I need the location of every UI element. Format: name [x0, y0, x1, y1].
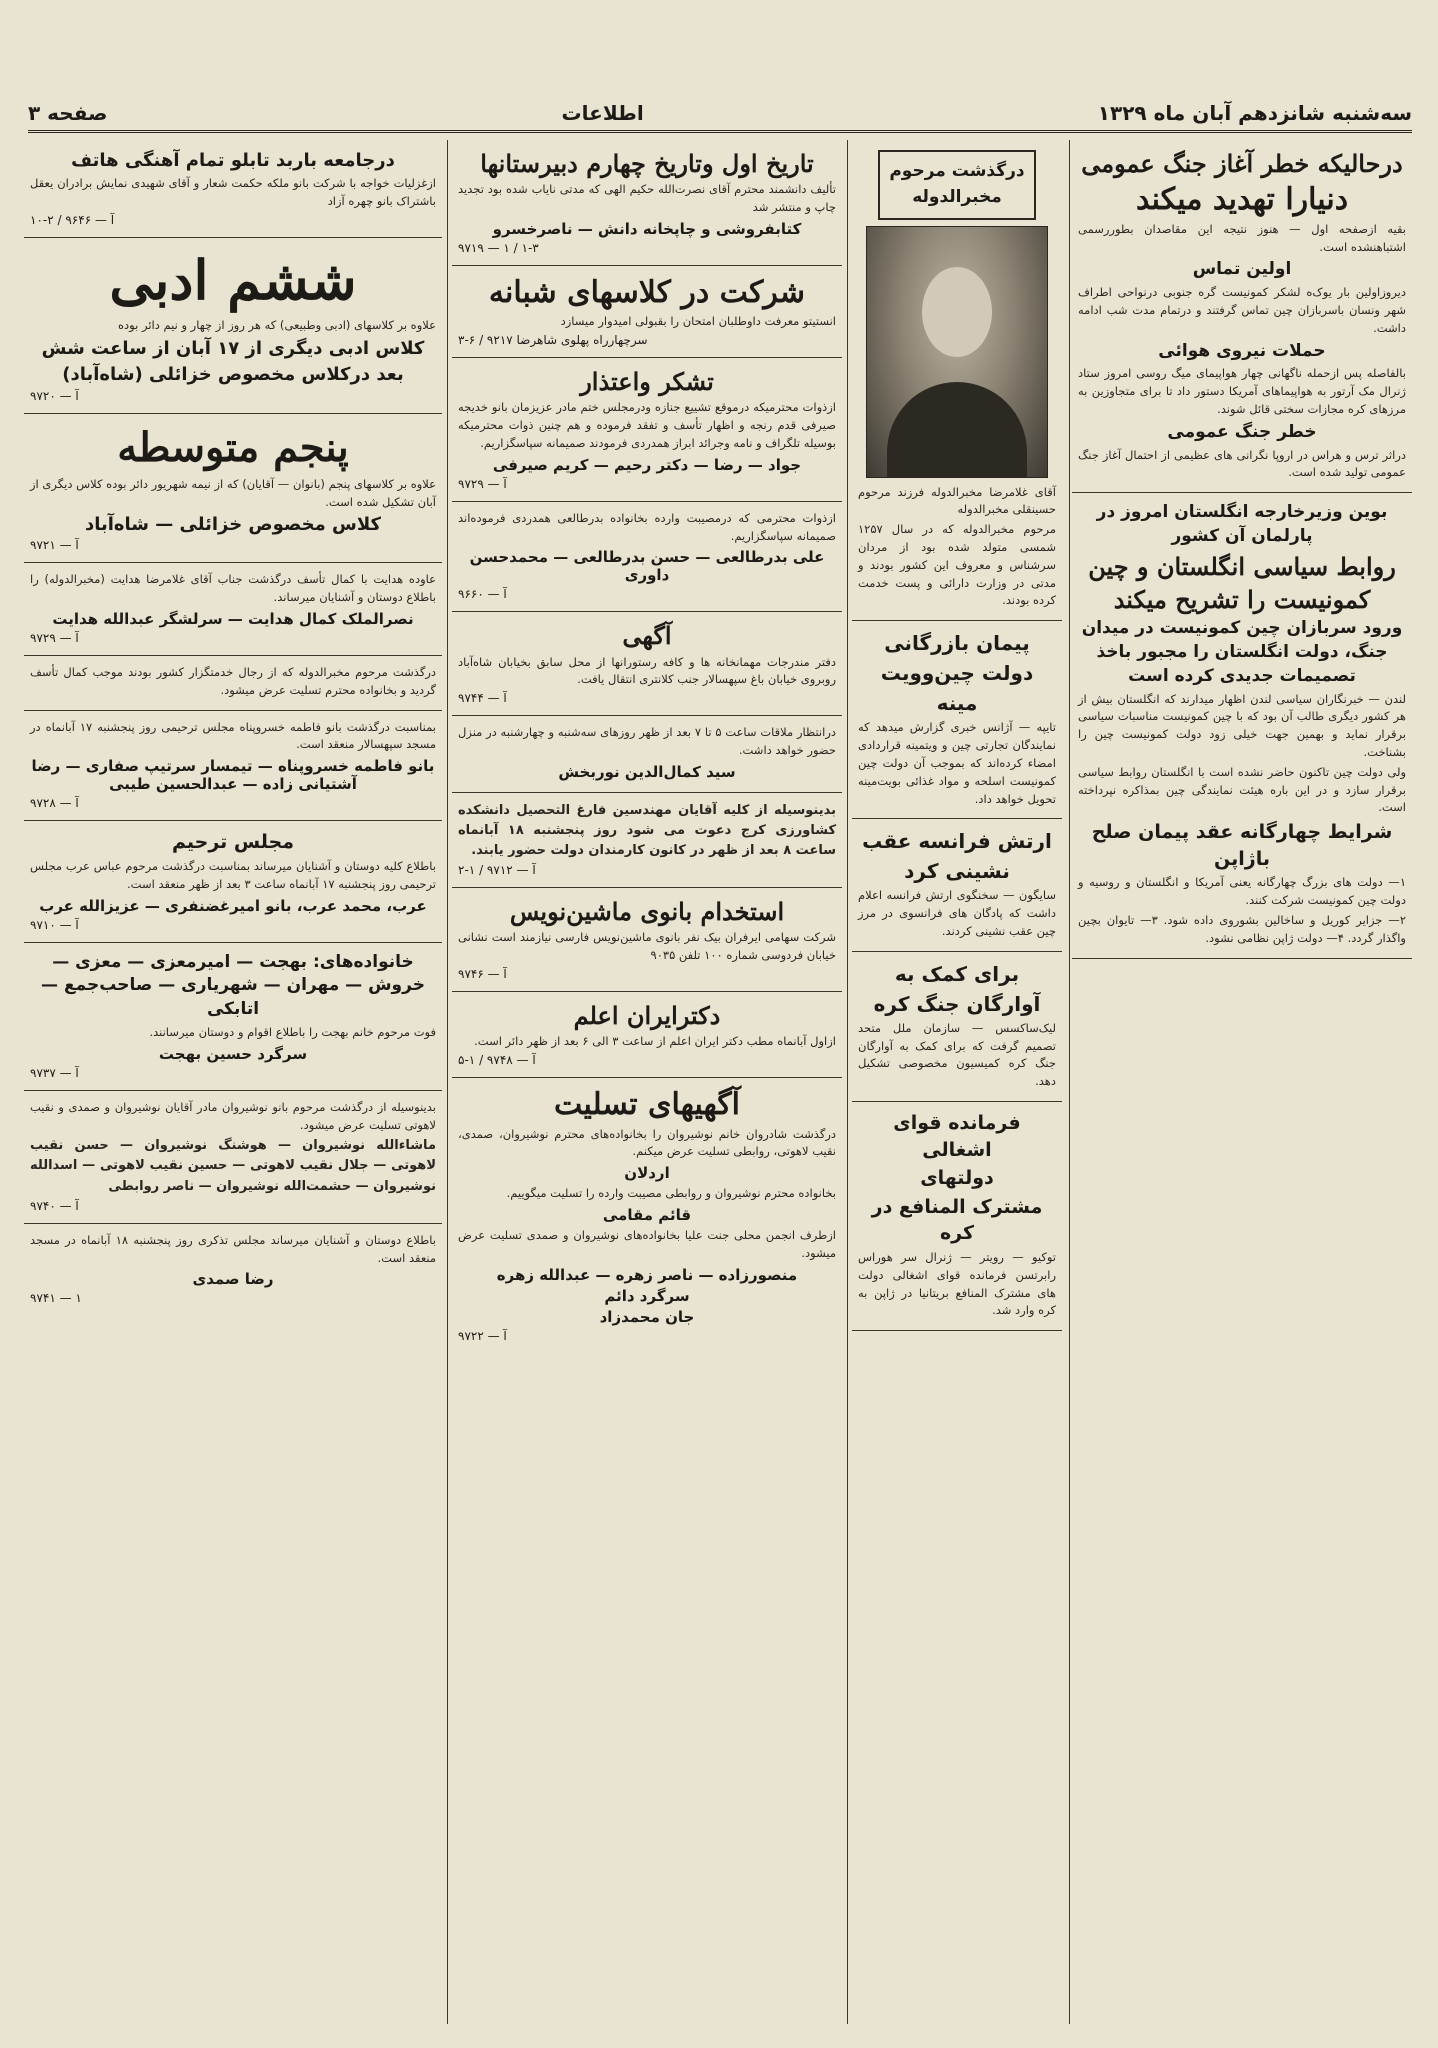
ad-text: علاوه بر کلاسهای (ادبی وطبیعی) که هر روز از چهار و نیم دائر بوده — [118, 317, 436, 332]
notice-families — [24, 943, 442, 1091]
notice-signature: عرب، محمد عرب، بانو امیرغضنفری — عزیزالله عرب — [39, 896, 427, 915]
article-text: سایگون — سخنگوی ارتش فرانسه اعلام داشت که پادگان های فرانسوی در مرز چین عقب نشینی کردند. — [858, 888, 1056, 938]
notice-text: درگذشت مرحوم مخبرالدوله که از رجال خدمتگزار کشور بودند موجب کمال تأسف گردید و بخانواده محترم تسلیت عرض میشود. — [30, 665, 436, 697]
notice-general — [452, 612, 842, 716]
condolence-signature: سرگرد دائم — [604, 1286, 690, 1305]
article-title: کمونیست را تشریح میکند — [1113, 584, 1371, 614]
notice-funeral — [24, 563, 442, 656]
column-advertisements — [452, 140, 842, 2024]
ad-code: آ — ۹۶۴۶ / ۲-۱۰ — [30, 212, 115, 227]
article-text: توکیو — رویتر — ژنرال سر هوراس رابرتسن فرمانده قوای اشغالی دولت های مشترک المنافع بریتانیا در ژاپن به کره وارد شد. — [858, 1250, 1056, 1318]
ad-code: سرچهارراه پهلوی شاهرضا ۹۲۱۷ / ۶-۳ — [458, 333, 648, 348]
notice-memorial — [24, 711, 442, 822]
portrait-photo — [866, 226, 1048, 478]
condolence-signature: منصورزاده — ناصر زهره — عبدالله زهره — [496, 1265, 798, 1284]
notice-text: باطلاع دوستان و آشنایان میرساند مجلس تذکری روز پنجشنبه ۱۸ آبانماه در مسجد منعقد است. — [30, 1232, 436, 1265]
header-paper-name: اطلاعات — [561, 101, 644, 125]
ad-highlight: کلاس ادبی دیگری از ۱۷ آبان از ساعت شش بعد درکلاس مخصوص خزائلی (شاه‌آباد) — [41, 338, 425, 385]
condolence-code: آ — ۹۷۲۲ — [458, 1328, 507, 1343]
article-text: ۱— دولت های بزرگ چهارگانه یعنی آمریکا و انگلستان و روسیه و دولت چین کمونیست شرکت کنند. — [1078, 875, 1406, 908]
condolence-text: بخانواده محترم نوشیروان و روابطی مصیبت وارده را تسلیت میگوییم. — [506, 1186, 836, 1201]
ad-code: آ — ۹۷۲۱ — [30, 538, 79, 553]
notice-signature: سرگرد حسین بهجت — [158, 1044, 308, 1063]
article-title: پیمان بازرگانی — [884, 631, 1030, 656]
notice-code: آ — ۹۷۱۲ / ۱-۲ — [458, 863, 536, 878]
ad-text: ازاول آبانماه مطب دکتر ایران اعلم از ساعت ۳ الی ۶ بعد از ظهر دائر است. — [474, 1034, 836, 1049]
article-korea-refugees — [852, 952, 1062, 1102]
article-title: دنیارا تهدید میکند — [1135, 182, 1349, 218]
article-subheading: حملات نیروی هوائی — [1158, 340, 1326, 361]
notice-title: خانواده‌های: بهجت — امیرمعزی — معزی — خروش — مهران — شهریاری — صاحب‌جمع — اتابکی — [41, 951, 425, 1020]
notice-thanks-2 — [452, 502, 842, 613]
ad-title: پنجم متوسطه — [117, 423, 349, 471]
obituary-title-frame — [878, 150, 1036, 220]
ad-title: شرکت در کلاسهای شبانه — [488, 274, 806, 310]
article-title: مخبرالدوله — [912, 186, 1002, 207]
header-date: سه‌شنبه شانزدهم آبان ماه ۱۳۲۹ — [1097, 101, 1412, 125]
notice-visiting-hours — [452, 716, 842, 793]
article-title: برای کمک به — [894, 961, 1020, 986]
ad-high-school — [24, 414, 442, 564]
article-obituary — [852, 140, 1062, 621]
notice-code: آ — ۹۷۲۹ — [458, 476, 507, 491]
notice-title: تشکر واعتذار — [580, 367, 714, 397]
article-subheading: اولین تماس — [1192, 259, 1292, 280]
notice-text: بدینوسیله از درگذشت مرحوم بانو نوشیروان مادر آقایان نوشیروان و صمدی و نقیب لاهوتی تسلیت عرض میشود. — [30, 1099, 436, 1132]
notice-signature: نصرالملک کمال هدایت — سرلشگر عبدالله هدایت — [52, 610, 414, 629]
ad-typist-hiring — [452, 888, 842, 992]
notice-signature: بانو فاطمه خسروپناه — تیمسار سرتیپ صفاری — رضا آشتیانی زاده — عبدالحسین طیبی — [31, 757, 435, 794]
notice-text: فوت مرحوم خانم بهجت را باطلاع اقوام و دوستان میرسانند. — [149, 1024, 436, 1039]
article-trade-pact — [852, 621, 1062, 819]
notice-code: آ — ۹۷۲۹ — [30, 631, 79, 646]
article-text: بالفاصله پس ازحمله ناگهانی چهار هواپیمای میگ روسی امروز ستاد ژنرال مک آرتور به هواپیماهای آمریکا دستور داد تا برای متجاوزین به مرزهای کره مجازات سختی قائل شوند. — [1078, 366, 1406, 416]
ad-text: شرکت سهامی ایرفران بیک نفر بانوی ماشین‌نویس فارسی نیازمند است نشانی خیابان فردوسی شماره ۱۰۰ تلفن ۹۰۳۵ — [458, 930, 836, 963]
ad-code: ۹۷۱۹ — ۱ / ۱-۳ — [458, 240, 539, 255]
article-world-war-threat — [1072, 140, 1412, 493]
article-text: لندن — خبرنگاران سیاسی لندن اظهار میدارند که انگلستان بیش از هر کشور دیگری طالب آن بود که با چین کمونیست مناسبات سیاسی برقرار نماید و بهمین جهت خیلی زود دولت کمونیست چین را بشناخت. — [1078, 691, 1406, 759]
article-title: دولتهای — [920, 1167, 994, 1190]
article-title: روابط سیاسی انگلستان و چین — [1088, 551, 1396, 581]
notice-condolence — [24, 656, 442, 711]
notice-text: دفتر مندرجات مهمانخانه ها و کافه رستورانها از محل سابق بخیابان شاه‌آباد روبروی خیابان باغ سپهسالار جنب کلانتری انتقال یافت. — [458, 654, 836, 687]
article-text: لیک‌ساکسس — سازمان ملل متحد تصمیم گرفت که برای کمک به آوارگان جنگ کره کمیسیون مخصوصی تشکیل دهد. — [858, 1020, 1056, 1089]
notice-signature: رضا صمدی — [192, 1270, 274, 1289]
article-text: مرحوم مخبرالدوله که در سال ۱۲۵۷ شمسی متولد شده بود از مردان سرشناس و معروف این کشور بودند و مدتی در وزارت دارائی و پست خدمت کرده بودند. — [858, 522, 1056, 608]
notice-code: آ — ۹۷۴۰ — [30, 1198, 79, 1213]
notice-code: آ — ۹۶۶۰ — [458, 587, 507, 602]
column-rule — [847, 140, 848, 2024]
article-title: درگذشت مرحوم — [889, 161, 1025, 181]
article-text: دراثر ترس و هراس در اروپا نگرانی های عظیمی از احتمال آغاز جنگ عمومی تولید شده است. — [1078, 447, 1406, 480]
ad-code: آ — ۹۷۴۸ / ۱-۵ — [458, 1053, 536, 1068]
article-title: دولت چین‌وویت — [880, 661, 1034, 686]
notice-thanks — [452, 358, 842, 502]
condolence-signature: جان محمدزاد — [599, 1307, 695, 1326]
article-title: مینه — [936, 691, 978, 716]
notice-signature: علی بدرطالعی — حسن بدرطالعی — محمدحسن داوری — [469, 548, 825, 585]
notice-text: ازذوات محترمیکه درموقع تشییع جنازه ودرمجلس ختم مادر عزیزمان بانو خدیجه صیرفی قدم رنجه و اظهار تأسف و تفقد فرموده و هم چنین ذوات محترمیکه بوسیله تلگراف و نامه وجرائد ابراز همدردی فرمودند صمیمانه سپاسگزاریم. — [458, 400, 836, 450]
ad-text: ازغزلیات خواجه با شرکت بانو ملکه حکمت شعار و آقای شهیدی نمایش برادران یعقل باشتراک بانو چهره آزاد — [30, 176, 436, 208]
condolence-signature: اردلان — [624, 1164, 670, 1183]
portrait-suit — [887, 382, 1027, 477]
ad-text: تألیف دانشمند محترم آقای نصرت‌الله حکیم الهی که مدتی نایاب شده بود تجدید چاپ و منتشر شد — [458, 182, 836, 214]
notice-title: مجلس ترحیم — [172, 831, 294, 854]
ad-signature: کتابفروشی و چاپخانه دانش — ناصرخسرو — [492, 219, 802, 238]
notice-text: درانتظار ملاقات ساعت ۵ تا ۷ بعد از ظهر روزهای سه‌شنبه و چهارشنبه در منزل حضور خواهد داشت. — [458, 725, 836, 757]
notice-code: ۹۷۴۱ — ۱ — [30, 1291, 82, 1306]
article-uk-china-relations — [1072, 493, 1412, 958]
notice-text: بمناسبت درگذشت بانو فاطمه خسروپناه مجلس ترحیمی روز پنجشنبه ۱۷ آبانماه در مسجد سپهسالار منعقد است. — [30, 719, 437, 752]
ad-signature: کلاس مخصوص خزائلی — شاه‌آباد — [84, 514, 382, 536]
header-page-number: صفحه ۳ — [28, 101, 108, 125]
column-rule — [1069, 140, 1070, 2024]
ad-title: درجامعه باربد تابلو تمام آهنگی هاتف — [71, 150, 395, 171]
notice-signature: جواد — رضا — دکتر رحیم — کریم صیرفی — [492, 455, 802, 474]
condolence-text: ازطرف انجمن محلی جنت علیا بخانواده‌های نوشیروان و صمدی تسلیت عرض میشود. — [458, 1227, 836, 1260]
portrait-face — [922, 267, 992, 357]
notice-code: آ — ۹۷۱۰ — [30, 917, 79, 932]
notice-signature: سید کمال‌الدین نوربخش — [558, 762, 736, 781]
ad-code: آ — ۹۷۴۶ — [458, 967, 507, 982]
photo-caption: آقای غلامرضا مخبرالدوله فرزند مرحوم حسینقلی مخبرالدوله — [858, 484, 1056, 517]
article-kicker: بوین وزیرخارجه انگلستان امروز در پارلمان آن کشور — [1096, 502, 1388, 546]
ad-title: دکترایران اعلم — [573, 1001, 721, 1031]
notice-text: باطلاع کلیه دوستان و آشنایان میرساند بمناسبت درگذشت مرحوم عباس عرب مجلس ترحیمی روز پنجشنبه ۱۷ آبانماه ساعت ۳ بعد از ظهر منعقد است. — [30, 858, 436, 891]
ad-title: ششم ادبی — [109, 247, 357, 312]
notice-text: بدینوسیله از کلیه آقایان مهندسین فارغ التحصیل دانشکده کشاورزی کرج دعوت می شود روز پنجشنبه ۱۸ آبانماه ساعت ۸ بعد از ظهر در کانون کارمندان دولت حضور یابند. — [458, 802, 837, 859]
notice-code: آ — ۹۷۲۸ — [30, 796, 79, 811]
notice-remembrance — [24, 1224, 442, 1316]
ad-night-classes — [452, 266, 842, 358]
article-title: نشینی کرد — [904, 859, 1010, 884]
column-obituary-news — [852, 140, 1062, 2024]
column-rule — [447, 140, 448, 2024]
article-text: بقیه ازصفحه اول — هنوز نتیجه این مقاصدان بطوررسمی اشتباهنشده است. — [1078, 221, 1406, 254]
article-text: دیروزاولین بار یوک‌ه لشکر کمونیست گره جنوبی درنواحی اطراف شهر ونسان باسربازان چین تماس گرفتند و درتمام مدت شب ادامه داشت. — [1078, 285, 1406, 335]
ad-title: تاریخ اول وتاریخ چهارم دبیرستانها — [480, 149, 814, 178]
article-text: ولی دولت چین تاکنون حاضر نشده است با انگلستان روابط سیاسی برقرار سازد و در این باره هیئت نمایندگی چین بمذاکره نپرداخته است. — [1078, 764, 1406, 815]
section-title: آگهیهای تسلیت — [554, 1087, 740, 1123]
article-subheading: خطر جنگ عمومی — [1167, 421, 1317, 442]
ad-code: آ — ۹۷۲۰ — [30, 388, 79, 403]
condolence-signature: قائم مقامی — [602, 1205, 692, 1224]
article-title: فرمانده قوای اشغالی — [893, 1112, 1021, 1161]
ad-title: استخدام بانوی ماشین‌نویس — [509, 897, 785, 927]
notice-ceremony — [24, 821, 442, 942]
article-title: ارتش فرانسه عقب — [862, 829, 1052, 854]
condolence-section — [452, 1078, 842, 1353]
page-header — [28, 96, 1412, 133]
notice-text: عاوده هدایت با کمال تأسف درگذشت جناب آقای غلامرضا هدایت (مخبرالدوله) را باطلاع دوستان و آشنایان میرساند. — [30, 572, 436, 605]
article-text: تایپه — آژانس خبری گزارش میدهد که نمایندگان تجارتی چین و ویتمینه قراردادی امضاء کرده‌اند که بموجب آن دولت چین کمونیست اسلحه و مواد غذائی بویت‌مینه تحویل خواهد داد. — [858, 720, 1056, 806]
article-title: آوارگان جنگ کره — [873, 991, 1041, 1016]
ad-text: انستیتو معرفت داوطلبان امتحان را بقبولی امیدوار میسازد — [560, 314, 836, 329]
article-text: ۲— جزایر کوریل و ساخالین بشوروی داده شود. ۳— تایوان بچین واگذار گردد. ۴— دولت ژاپن نظامی نشود. — [1078, 913, 1406, 945]
article-french-retreat — [852, 819, 1062, 951]
notice-text: ازذوات محترمی که درمصیبت وارده بخانواده بدرطالعی همدردی فرموده‌اند صمیمانه سپاسگزاریم. — [458, 510, 836, 543]
notice-names: ماشاءالله نوشیروان — هوشنگ نوشیروان — حسن نقیب لاهوتی — جلال نقیب لاهوتی — حسین نقیب لاهوتی — اسدالله نوشیروان — حشمت‌الله نوشیروان — ناصر روابطی — [30, 1138, 436, 1194]
ad-text: علاوه بر کلاسهای پنجم (بانوان — آقایان) که از نیمه شهریور دائر بوده کلاس دیگری از آبان تشکیل شده است. — [30, 476, 436, 509]
notice-title: آگهی — [622, 621, 672, 651]
article-title: مشترک المنافع در کره — [871, 1195, 1043, 1245]
article-subheading: ورود سربازان چین کمونیست در میدان جنگ، دولت انگلستان را مجبور باخذ تصمیمات جدیدی کرده است — [1081, 618, 1403, 686]
article-subheading: شرایط چهارگانه عقد پیمان صلح باژاپن — [1091, 821, 1393, 870]
column-announcements — [24, 140, 442, 2024]
condolence-text: درگذشت شادروان خانم نوشیروان را بخانواده‌های محترم نوشیروان، صمدی، نقیب لاهوتی، روابطی تسلیت عرض میکنم. — [458, 1126, 836, 1159]
column-lead-news — [1072, 140, 1412, 2024]
ad-doctor — [452, 992, 842, 1078]
article-commonwealth-commander — [852, 1102, 1062, 1331]
article-title: درحالیکه خطر آغاز جنگ عمومی — [1081, 149, 1403, 178]
ad-history-book — [452, 140, 842, 266]
notice-code: آ — ۹۷۳۷ — [30, 1065, 79, 1080]
ad-music-show — [24, 140, 442, 238]
notice-nushirvan-family — [24, 1091, 442, 1224]
ad-literature-class — [24, 238, 442, 414]
notice-graduates — [452, 793, 842, 888]
notice-code: آ — ۹۷۴۴ — [458, 691, 507, 706]
